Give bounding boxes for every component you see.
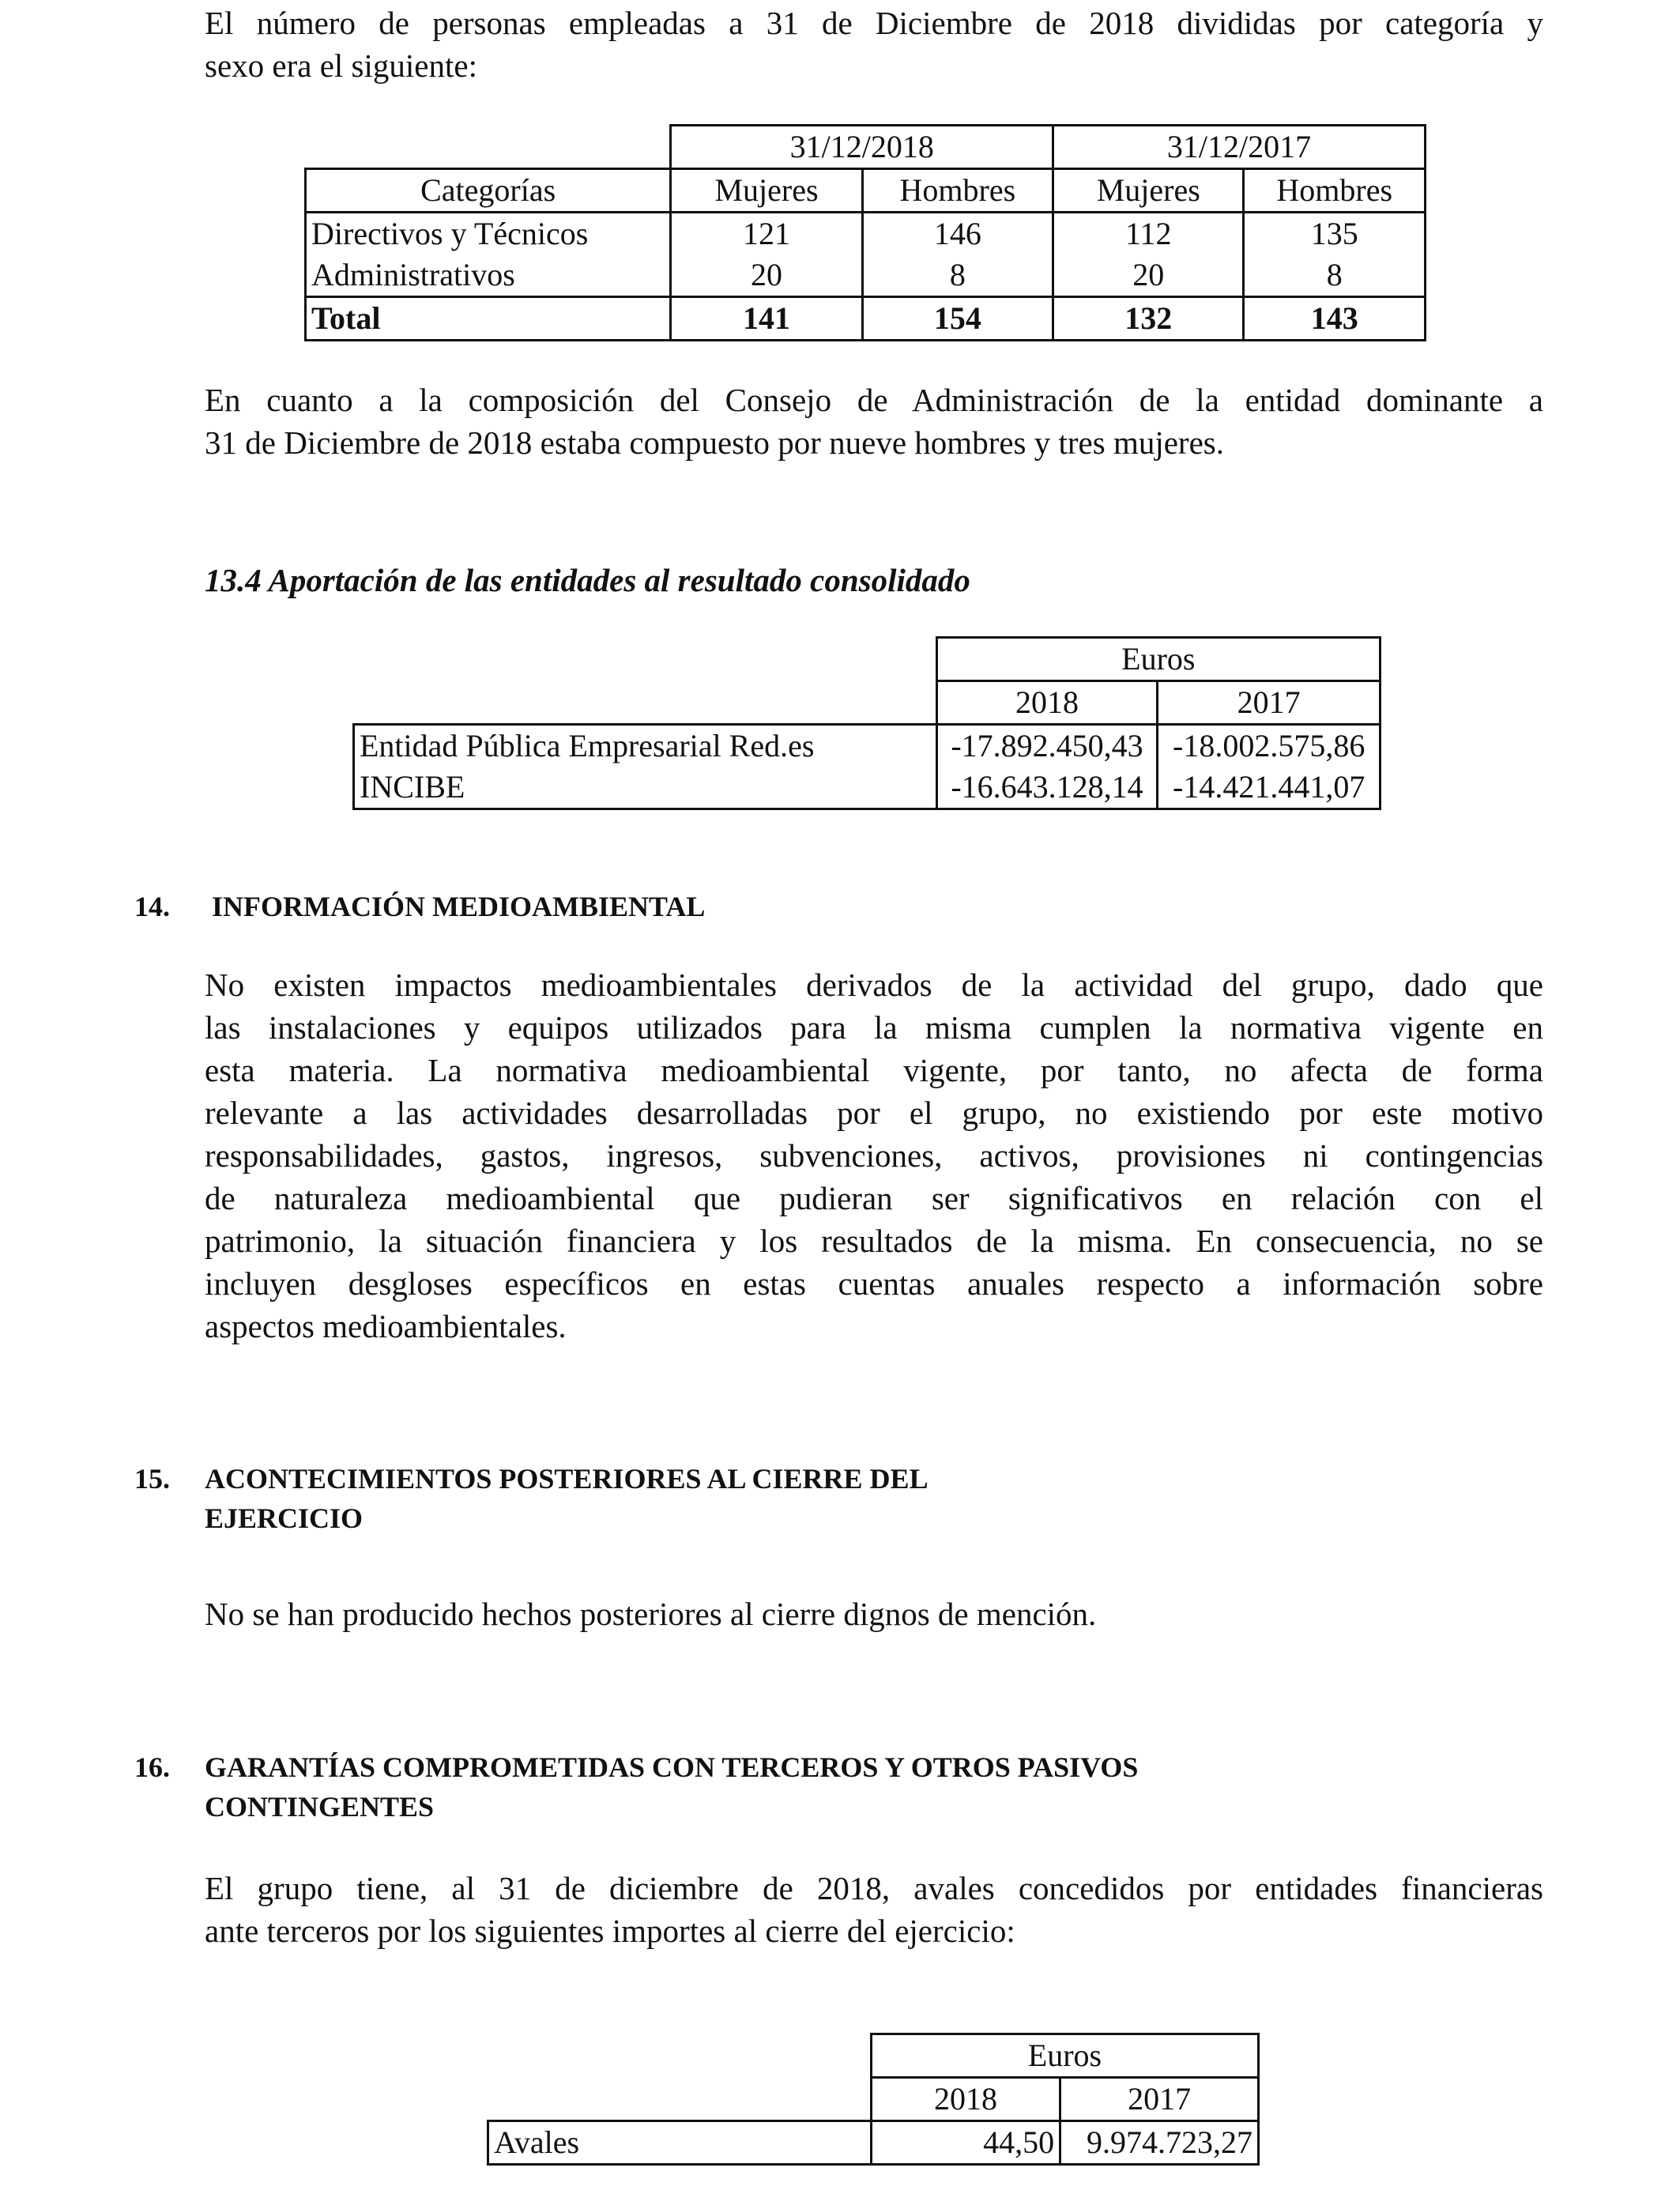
total-cell: 154 bbox=[862, 297, 1053, 341]
table-cell: -14.421.441,07 bbox=[1158, 767, 1381, 809]
employees-table bbox=[304, 124, 1426, 341]
year-header: 2018 bbox=[871, 2078, 1060, 2121]
table-cell: 20 bbox=[1053, 254, 1244, 297]
section-14-line: responsabilidades, gastos, ingresos, subvenciones, activos, provisiones ni contingencias bbox=[205, 1137, 1543, 1174]
table-cell: 135 bbox=[1244, 213, 1426, 255]
intro-line: El número de personas empleadas a 31 de Diciembre de 2018 divididas por categoría y bbox=[205, 5, 1543, 41]
table-cell: -18.002.575,86 bbox=[1158, 725, 1381, 767]
section-15-number: 15. bbox=[134, 1463, 170, 1495]
section-13-4-title: 13.4 Aportación de las entidades al resultado consolidado bbox=[205, 562, 970, 598]
table-row bbox=[306, 254, 1426, 297]
table-cell: -17.892.450,43 bbox=[936, 725, 1158, 767]
section-14-line: No existen impactos medioambientales derivados de la actividad del grupo, dado que bbox=[205, 967, 1543, 1003]
table-cell: 112 bbox=[1053, 213, 1244, 255]
row-label: Avales bbox=[488, 2121, 872, 2165]
currency-header: Euros bbox=[936, 638, 1380, 681]
section-16-number: 16. bbox=[134, 1751, 170, 1783]
column-header: Hombres bbox=[862, 169, 1053, 213]
board-paragraph bbox=[205, 379, 1543, 464]
section-14-line: incluyen desgloses específicos en estas cuentas anuales respecto a información sobre bbox=[205, 1265, 1543, 1302]
table-cell-empty bbox=[488, 2078, 872, 2121]
section-16-title-line: CONTINGENTES bbox=[205, 1791, 435, 1823]
section-14-line: relevante a las actividades desarrolladas por el grupo, no existiendo por este motivo bbox=[205, 1095, 1543, 1131]
column-header: Categorías bbox=[306, 169, 671, 213]
total-cell: 143 bbox=[1244, 297, 1426, 341]
section-16-title bbox=[205, 1747, 1138, 1826]
section-14-line: las instalaciones y equipos utilizados para la misma cumplen la normativa vigente en bbox=[205, 1009, 1543, 1046]
section-14-line: aspectos medioambientales. bbox=[205, 1308, 567, 1344]
year-header: 2017 bbox=[1158, 681, 1381, 725]
table-cell-empty bbox=[306, 126, 671, 169]
contributions-table bbox=[352, 636, 1381, 810]
section-14-line: esta materia. La normativa medioambiental vigente, por tanto, no afecta de forma bbox=[205, 1052, 1543, 1088]
section-15-paragraph bbox=[205, 1593, 1543, 1635]
table-row bbox=[354, 725, 1381, 767]
section-14-line: de naturaleza medioambiental que pudieran ser significativos en relación con el bbox=[205, 1180, 1543, 1216]
table-total-row bbox=[306, 297, 1426, 341]
intro-paragraph bbox=[205, 2, 1543, 87]
table-cell: -16.643.128,14 bbox=[936, 767, 1158, 809]
guarantees-table bbox=[487, 2033, 1260, 2166]
table-row bbox=[488, 2034, 1259, 2078]
table-cell: 9.974.723,27 bbox=[1060, 2121, 1259, 2165]
section-16-line: ante terceros por los siguientes importes al cierre del ejercicio: bbox=[205, 1913, 1015, 1949]
section-14-paragraph bbox=[205, 963, 1543, 1348]
period-header: 31/12/2017 bbox=[1053, 126, 1426, 169]
table-cell: 8 bbox=[1244, 254, 1426, 297]
table-row bbox=[354, 681, 1381, 725]
board-line: En cuanto a la composición del Consejo de Administración de la entidad dominante a bbox=[205, 382, 1543, 418]
table-cell-empty bbox=[488, 2034, 872, 2078]
section-15-title bbox=[205, 1459, 929, 1538]
table-cell: 44,50 bbox=[871, 2121, 1060, 2165]
board-line: 31 de Diciembre de 2018 estaba compuesto por nueve hombres y tres mujeres. bbox=[205, 424, 1224, 461]
total-cell: 132 bbox=[1053, 297, 1244, 341]
section-16-line: El grupo tiene, al 31 de diciembre de 2018, avales concedidos por entidades financieras bbox=[205, 1870, 1543, 1906]
intro-line: sexo era el siguiente: bbox=[205, 47, 477, 84]
table-row bbox=[488, 2078, 1259, 2121]
table-row bbox=[306, 213, 1426, 255]
total-cell: 141 bbox=[671, 297, 862, 341]
column-header: Mujeres bbox=[671, 169, 862, 213]
table-cell: 121 bbox=[671, 213, 862, 255]
row-label: Directivos y Técnicos bbox=[306, 213, 671, 255]
year-header: 2018 bbox=[936, 681, 1158, 725]
row-label: Administrativos bbox=[306, 254, 671, 297]
table-row bbox=[306, 169, 1426, 213]
section-14-title: INFORMACIÓN MEDIOAMBIENTAL bbox=[212, 891, 706, 922]
year-header: 2017 bbox=[1060, 2078, 1259, 2121]
section-14-line: patrimonio, la situación financiera y los resultados de la misma. En consecuencia, no se bbox=[205, 1223, 1543, 1259]
column-header: Hombres bbox=[1244, 169, 1426, 213]
section-16-paragraph bbox=[205, 1867, 1543, 1952]
column-header: Mujeres bbox=[1053, 169, 1244, 213]
row-label: INCIBE bbox=[354, 767, 937, 809]
table-row bbox=[488, 2121, 1259, 2165]
table-row bbox=[354, 638, 1381, 681]
table-row bbox=[306, 126, 1426, 169]
section-16-title-line: GARANTÍAS COMPROMETIDAS CON TERCEROS Y OTROS PASIVOS bbox=[205, 1751, 1139, 1783]
table-row bbox=[354, 767, 1381, 809]
section-15-title-line: EJERCICIO bbox=[205, 1502, 363, 1534]
table-cell: 20 bbox=[671, 254, 862, 297]
table-cell-empty bbox=[354, 638, 937, 681]
currency-header: Euros bbox=[871, 2034, 1258, 2078]
period-header: 31/12/2018 bbox=[671, 126, 1053, 169]
total-label: Total bbox=[306, 297, 671, 341]
table-cell: 146 bbox=[862, 213, 1053, 255]
section-14-number: 14. bbox=[134, 891, 170, 922]
section-15-title-line: ACONTECIMIENTOS POSTERIORES AL CIERRE DEL bbox=[205, 1463, 929, 1495]
table-cell-empty bbox=[354, 681, 937, 725]
row-label: Entidad Pública Empresarial Red.es bbox=[354, 725, 937, 767]
section-15-line: No se han producido hechos posteriores al cierre dignos de mención. bbox=[205, 1596, 1097, 1632]
table-cell: 8 bbox=[862, 254, 1053, 297]
